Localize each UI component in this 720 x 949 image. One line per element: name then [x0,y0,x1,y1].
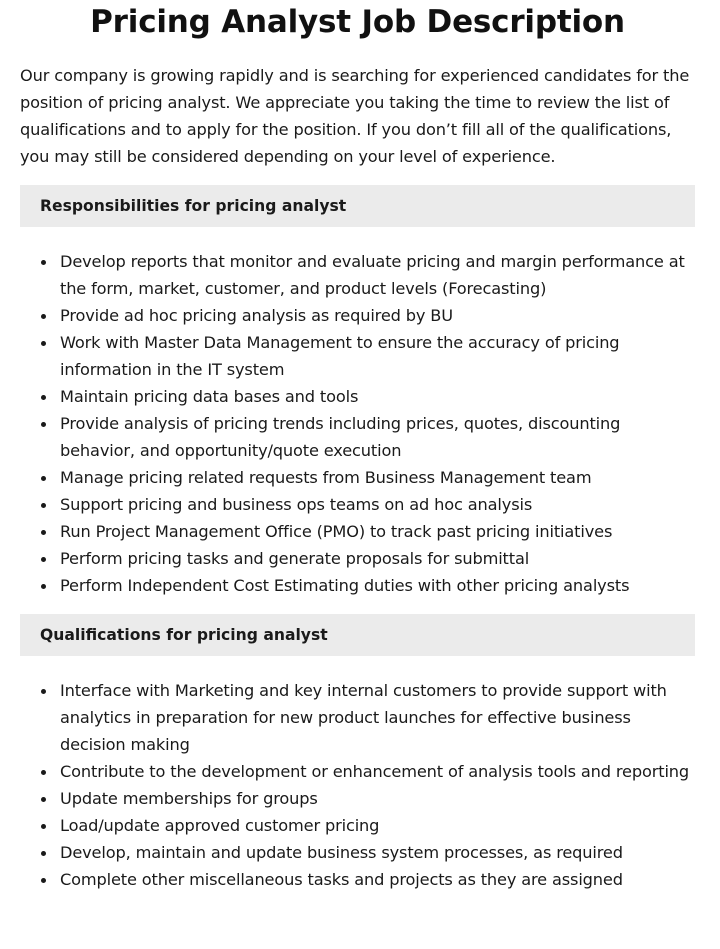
qualifications-heading: Qualifications for pricing analyst [20,614,695,656]
bullet-icon [41,395,46,400]
bullet-icon [41,557,46,562]
list-item [20,518,695,545]
list-item [20,491,695,518]
list-item-text: Interface with Marketing and key internal customers to provide support with analytics in preparation for new product launches for effective business decision making [60,681,667,754]
bullet-icon [41,476,46,481]
bullet-icon [41,422,46,427]
bullet-icon [41,314,46,319]
list-item [20,758,695,785]
bullet-icon [41,260,46,265]
list-item [20,572,695,599]
responsibilities-list [20,248,695,599]
list-item-text: Work with Master Data Management to ensure the accuracy of pricing information in the IT system [60,333,620,379]
page-title: Pricing Analyst Job Description [90,4,625,40]
intro-paragraph: Our company is growing rapidly and is searching for experienced candidates for the position of pricing analyst. We appreciate you taking the time to review the list of qualifications and to apply for the position. If you don’t fill all of the qualifications, you may still be considered depending on your level of experience. [20,66,690,166]
list-item [20,785,695,812]
bullet-icon [41,584,46,589]
bullet-icon [41,689,46,694]
list-item-text: Contribute to the development or enhancement of analysis tools and reporting [60,762,690,781]
list-item-text: Develop reports that monitor and evaluate pricing and margin performance at the form, market, customer, and product levels (Forecasting) [60,252,685,298]
list-item-text: Develop, maintain and update business system processes, as required [60,843,623,862]
responsibilities-heading: Responsibilities for pricing analyst [20,185,695,227]
list-item [20,677,695,758]
list-item-text: Load/update approved customer pricing [60,816,380,835]
list-item-text: Manage pricing related requests from Business Management team [60,468,592,487]
list-item-text: Complete other miscellaneous tasks and projects as they are assigned [60,870,623,889]
list-item-text: Provide ad hoc pricing analysis as required by BU [60,306,453,325]
bullet-icon [41,878,46,883]
list-item-text: Perform pricing tasks and generate proposals for submittal [60,549,530,568]
list-item [20,383,695,410]
list-item [20,812,695,839]
list-item [20,464,695,491]
bullet-icon [41,770,46,775]
list-item [20,302,695,329]
list-item-text: Update memberships for groups [60,789,318,808]
bullet-icon [41,530,46,535]
list-item-text: Maintain pricing data bases and tools [60,387,359,406]
bullet-icon [41,824,46,829]
list-item-text: Run Project Management Office (PMO) to track past pricing initiatives [60,522,613,541]
list-item [20,839,695,866]
bullet-icon [41,851,46,856]
list-item [20,866,695,893]
list-item [20,545,695,572]
bullet-icon [41,503,46,508]
bullet-icon [41,341,46,346]
list-item [20,410,695,464]
list-item [20,329,695,383]
list-item-text: Provide analysis of pricing trends including prices, quotes, discounting behavior, and opportunity/quote execution [60,414,621,460]
qualifications-list [20,677,695,893]
list-item [20,248,695,302]
bullet-icon [41,797,46,802]
list-item-text: Perform Independent Cost Estimating duties with other pricing analysts [60,576,630,595]
list-item-text: Support pricing and business ops teams on ad hoc analysis [60,495,533,514]
